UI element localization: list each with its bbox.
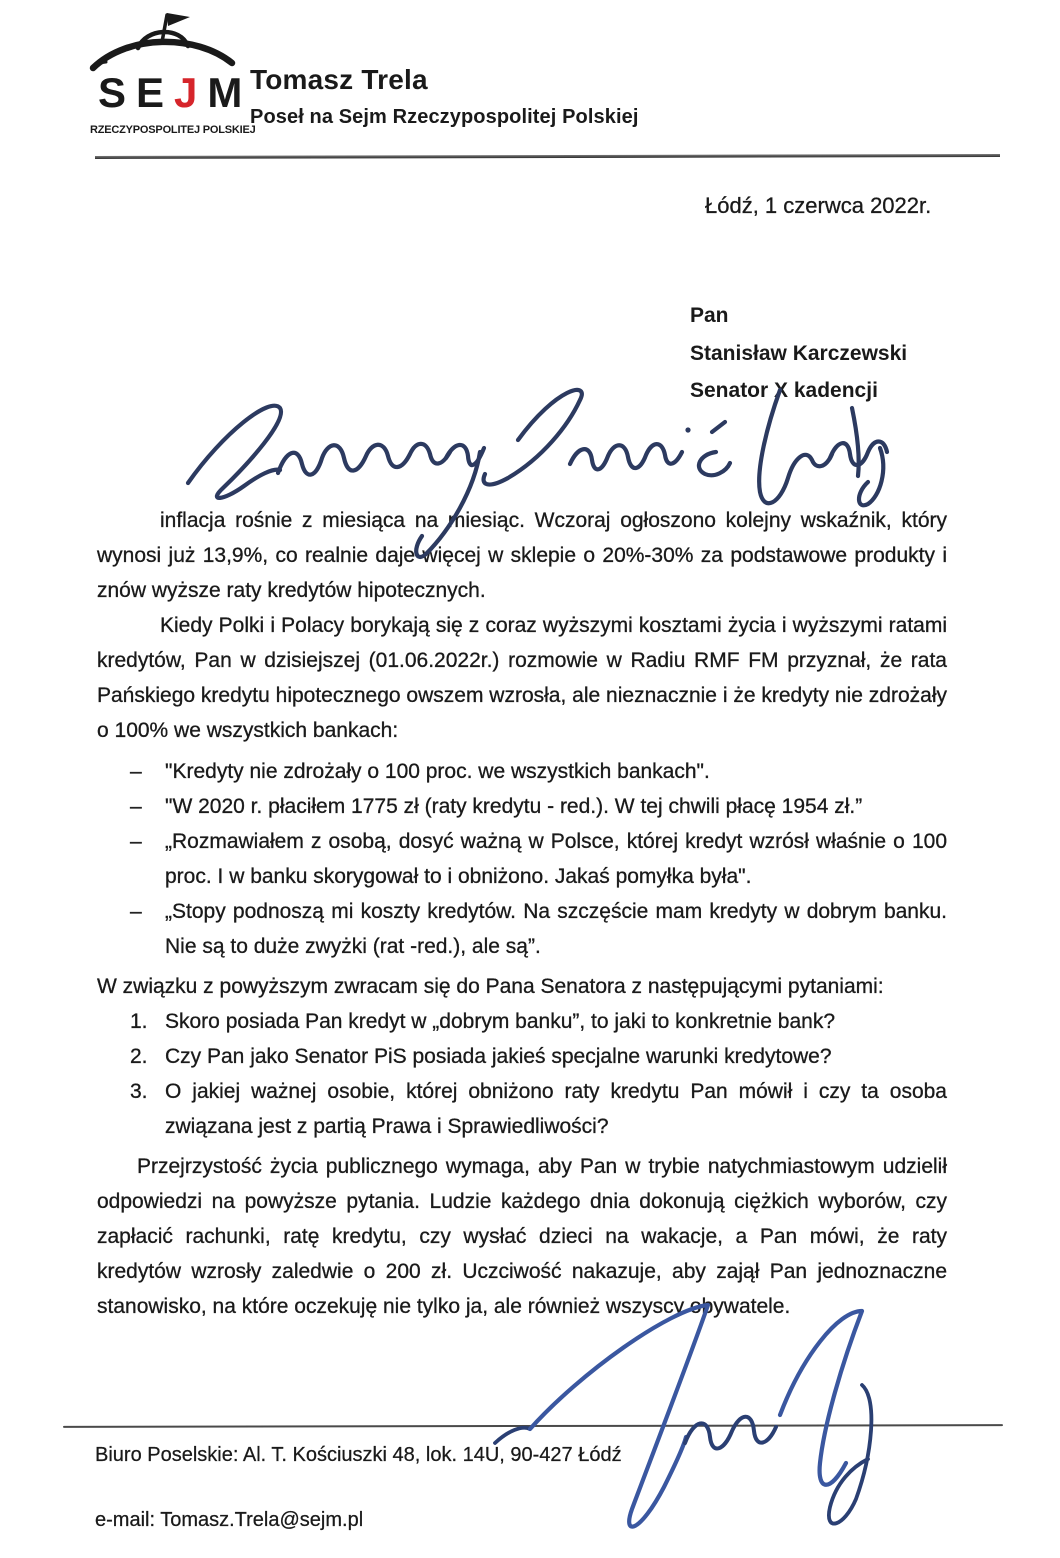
- quote-item: – "W 2020 r. płaciłem 1775 zł (raty kredytu - red.). W tej chwili płacę 1954 zł.”: [130, 789, 947, 824]
- footer-email: e-mail: Tomasz.Trela@sejm.pl: [95, 1509, 364, 1531]
- quote-item: – „Stopy podnoszą mi koszty kredytów. Na szczęście mam kredyty w dobrym banku. Nie są to duże zwyżki (rat -red.), ale są”.: [130, 894, 947, 964]
- question-number: 1.: [130, 1010, 148, 1033]
- sender-role: Poseł na Sejm Rzeczypospolitej Polskiej: [250, 106, 639, 128]
- dash-bullet: –: [130, 830, 142, 853]
- dash-bullet: –: [130, 900, 142, 923]
- sejm-logo: [88, 6, 256, 140]
- dome-brim-icon: [93, 42, 232, 68]
- flag-icon: [162, 13, 190, 42]
- logo-caption: RZECZYPOSPOLITEJ POLSKIEJ: [90, 124, 256, 136]
- closing-paragraph: Przejrzystość życia publicznego wymaga, aby Pan w trybie natychmiastowym udzielił odpowiedzi na powyższe pytania. Ludzie każdego dnia dokonują ciężkich wyborów, czy zapłacić rachunki, ratę kredytu, czy wysłać dzieci na wakacje, a Pan mówi, że raty kredytów wzrosły zaledwie o 200 zł. Uczciwość nakazuje, aby zajął Pan jednoznaczne stanowisko, na które oczekuję nie tylko ja, ale również wszyscy obywatele.: [97, 1155, 947, 1318]
- paragraph-inflation: inflacja rośnie z miesiąca na miesiąc. Wczoraj ogłoszono kolejny wskaźnik, który wynosi już 13,9%, co realnie daje więcej w sklepie o 20%-30% za podstawowe produkty i znów wyższe raty kredytów hipotecznych.: [97, 509, 947, 602]
- footer-office-address: Biuro Poselskie: Al. T. Kościuszki 48, lok. 14U, 90-427 Łódź: [95, 1444, 622, 1466]
- question-item: 2. Czy Pan jako Senator PiS posiada jakieś specjalne warunki kredytowe?: [130, 1039, 947, 1074]
- quote-list: [97, 754, 947, 964]
- question-item: 1. Skoro posiada Pan kredyt w „dobrym banku”, to jaki to konkretnie bank?: [130, 1004, 947, 1039]
- dash-bullet: –: [130, 795, 142, 818]
- quote-item: – „Rozmawiałem z osobą, dosyć ważną w Polsce, której kredyt wzrósł właśnie o 100 proc. I w banku skorygował to i obniżono. Jakaś pomyłka była".: [130, 824, 947, 894]
- date-place-line: Łódź, 1 czerwca 2022r.: [705, 193, 932, 218]
- header-divider: [95, 154, 1000, 159]
- dash-bullet: –: [130, 760, 142, 783]
- questions-intro: W związku z powyższym zwracam się do Pana Senatora z następującymi pytaniami:: [97, 975, 884, 998]
- logo-letter-j-red: J: [174, 69, 198, 116]
- addressee-salutation: Pan: [690, 304, 729, 327]
- addressee-title: Senator X kadencji: [690, 379, 878, 402]
- question-item: 3. O jakiej ważnej osobie, której obniżono raty kredytu Pan mówił i czy ta osoba związana jest z partią Prawa i Sprawiedliwości?: [130, 1074, 947, 1144]
- handwritten-greeting: [128, 378, 892, 528]
- addressee-name: Stanisław Karczewski: [690, 341, 908, 365]
- sender-name: Tomasz Trela: [250, 64, 428, 95]
- handwritten-signature: [480, 1295, 910, 1550]
- logo-letters: S E J M: [98, 69, 243, 116]
- question-list: [97, 1004, 947, 1144]
- paragraph-rmf-interview: Kiedy Polki i Polacy borykają się z coraz wyższymi kosztami życia i wyższymi ratami kredytów, Pan w dzisiejszej (01.06.2022r.) rozmowie w Radiu RMF FM przyznał, że rata Pańskiego kredytu hipotecznego owszem wzrosła, ale nieznacznie i że kredyty nie zdrożały o 100% we wszystkich bankach:: [97, 614, 947, 742]
- quote-item: – "Kredyty nie zdrożały o 100 proc. we wszystkich bankach".: [130, 754, 947, 789]
- question-number: 2.: [130, 1045, 148, 1068]
- question-number: 3.: [130, 1080, 148, 1103]
- letter-body: [97, 503, 947, 1324]
